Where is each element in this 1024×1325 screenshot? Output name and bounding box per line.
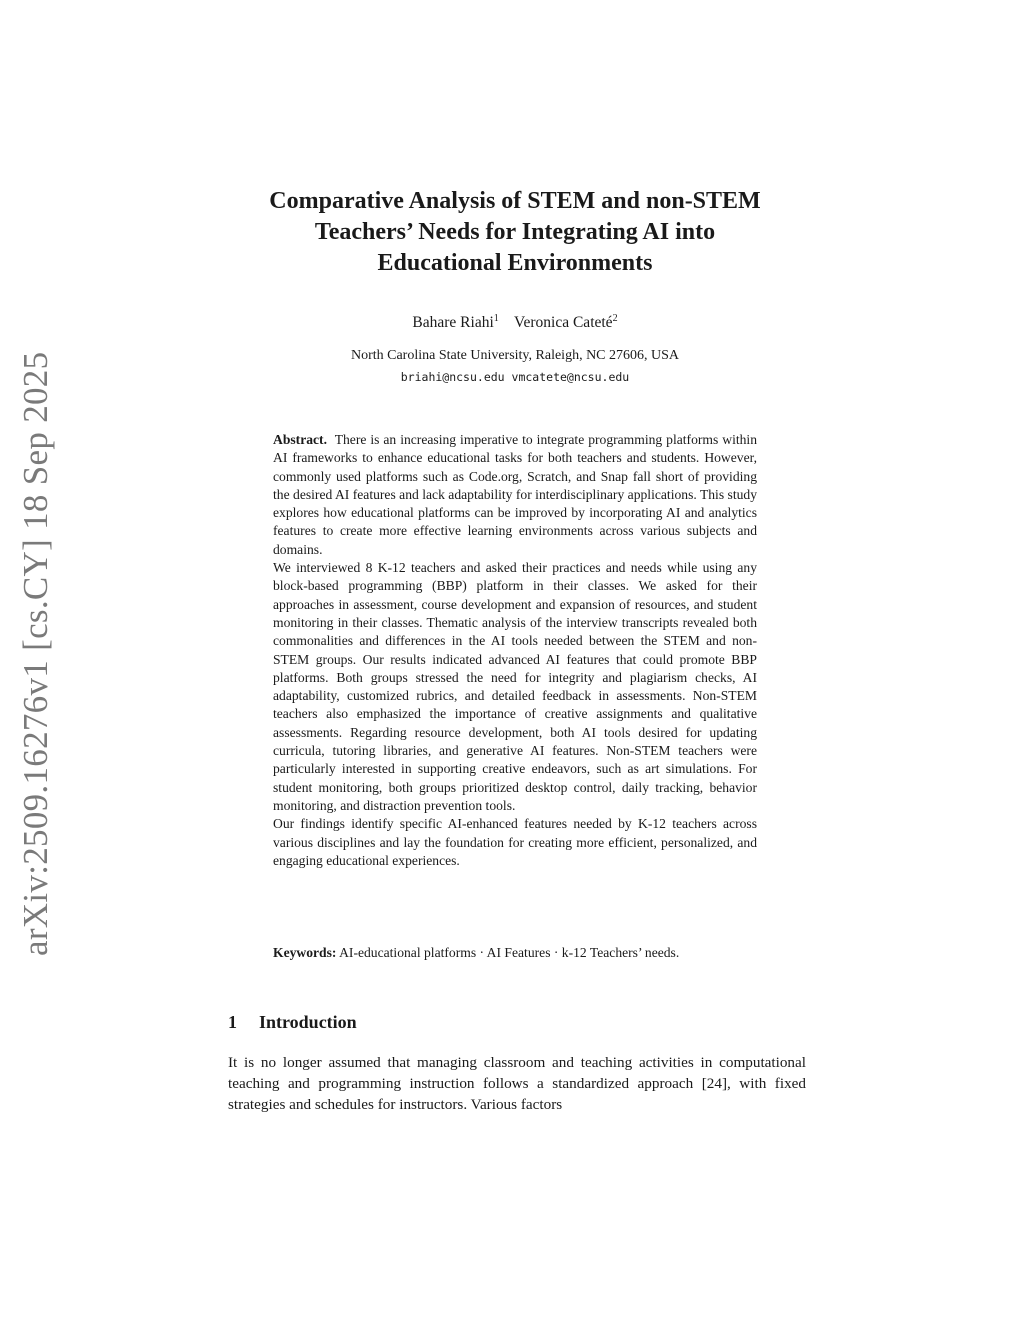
author-list xyxy=(200,313,830,332)
intro-paragraph: It is no longer assumed that managing classroom and teaching activities in computational teaching and programming instruction follows a standardized approach [24], with fixed strategies and schedules for instructors. Various factors xyxy=(228,1054,806,1113)
author-emails: briahi@ncsu.edu vmcatete@ncsu.edu xyxy=(400,370,630,384)
title-line-3: Educational Environments xyxy=(377,250,653,276)
abstract-paragraph-3: Our findings identify specific AI-enhanced features needed by K-12 teachers across various disciplines and lay the foundation for creating more efficient, personalized, and engaging educational experiences. xyxy=(273,816,757,868)
abstract xyxy=(273,431,757,870)
keywords-text: AI-educational platforms · AI Features · k-12 Teachers’ needs. xyxy=(339,945,680,960)
title-line-1: Comparative Analysis of STEM and non-STEM xyxy=(269,188,761,214)
abstract-paragraph-1: There is an increasing imperative to integrate programming platforms within AI frameworks to enhance educational tasks for both teachers and students. However, commonly used platforms such as Code.org, Scratch, and Snap fall short of providing the desired AI features and lack adaptability for interdisciplinary applications. This study explores how educational platforms can be improved by incorporating AI and analytics features to create more effective learning environments across various subjects and domains. xyxy=(273,432,757,557)
section-title: Introduction xyxy=(259,1012,357,1032)
author-affiliation-mark: 2 xyxy=(612,313,618,324)
section-heading xyxy=(228,1012,357,1033)
section-number: 1 xyxy=(228,1012,237,1032)
arxiv-identifier: arXiv:2509.16276v1 [cs.CY] 18 Sep 2025 xyxy=(16,351,55,956)
paper-title xyxy=(200,186,830,279)
author-name: Veronica Cateté xyxy=(514,314,613,332)
title-line-2: Teachers’ Needs for Integrating AI into xyxy=(314,219,716,245)
abstract-paragraph-2: We interviewed 8 K-12 teachers and asked their practices and needs while using any block-based programming (BBP) platform in their classes. We asked for their approaches in assessment, course development and expansion of resources, and student monitoring in their classes. Thematic analysis of the interview transcripts revealed both commonalities and differences in the AI tools needed between the STEM and non-STEM groups. Our results indicated advanced AI features that could promote BBP platforms. Both groups stressed the need for integrity and plagiarism checks, AI adaptability, customized rubrics, and detailed feedback in assessments. Non-STEM teachers also emphasized the importance of creative assignments and qualitative assessments. Regarding resource development, both AI tools desired for updating curricula, tutoring libraries, and generative AI features. Non-STEM teachers were particularly interested in supporting creative endeavors, such as art simulations. For student monitoring, both groups prioritized desktop control, daily tracking, behavior monitoring, and distraction prevention tools. xyxy=(273,560,757,813)
author-affiliation-mark: 1 xyxy=(493,313,499,324)
abstract-heading: Abstract. xyxy=(273,432,327,447)
keywords-heading: Keywords: xyxy=(273,945,337,960)
author-name: Bahare Riahi xyxy=(412,314,494,332)
keywords xyxy=(273,944,757,962)
affiliation: North Carolina State University, Raleigh, NC 27606, USA xyxy=(350,348,680,363)
